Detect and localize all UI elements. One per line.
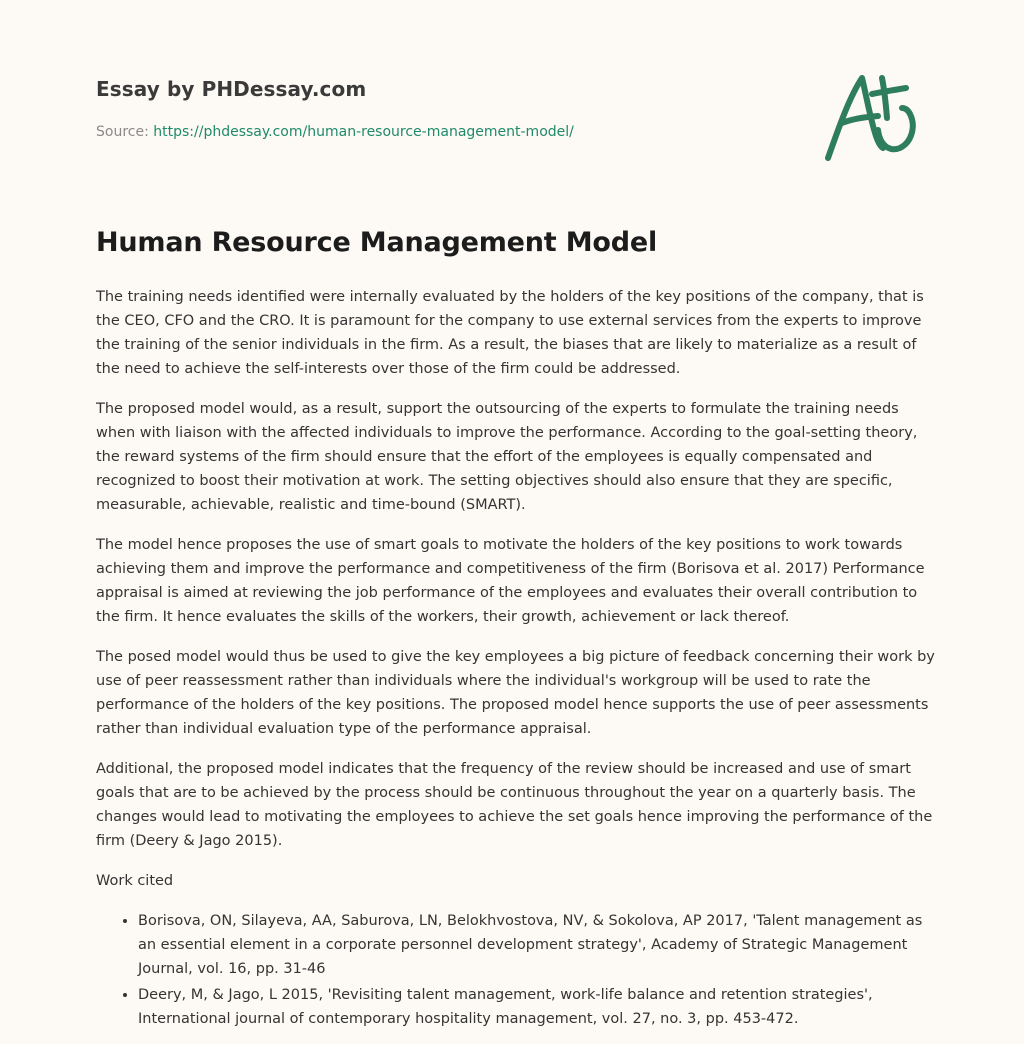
essay-paragraph: The proposed model would, as a result, support the outsourcing of the experts to formulate the training needs when with liaison with the affected individuals to improve the performance. According to the goal-setting theory, the reward systems of the firm should ensure that the effort of the employees is equally compensated and recognized to boost their motivation at work. The setting objectives should also ensure that they are specific, measurable, achievable, realistic and time-bound (SMART). [96,401,918,513]
essay-paragraph: The model hence proposes the use of smart goals to motivate the holders of the key positions to work towards achieving them and improve the performance and competitiveness of the firm (Borisova et al. 2017) Performance appraisal is aimed at reviewing the job performance of the employees and evaluates their overall contribution to the firm. It hence evaluates the skills of the workers, their growth, achievement or lack thereof. [96,537,925,625]
source-label: Source: [96,124,154,140]
essay-body [96,285,936,1033]
essay-title: Human Resource Management Model [96,227,658,258]
citation-item: • Borisova, ON, Silayeva, AA, Saburova, LN, Belokhvostova, NV, & Sokolova, AP 2017, 'Talent management as an essential element in a corporate personnel development strategy', Academy of Strategic Management Journal, vol. 16, pp. 31-46 [138,909,936,981]
essay-paragraph: The training needs identified were internally evaluated by the holders of the key positions of the company, that is the CEO, CFO and the CRO. It is paramount for the company to use external services from the experts to improve the training of the senior individuals in the firm. As a result, the biases that are likely to materialize as a result of the need to achieve the self-interests over those of the firm could be addressed. [96,289,924,377]
a-plus-logo-icon [818,66,930,166]
citation-list [96,909,936,1031]
source-link[interactable]: https://phdessay.com/human-resource-management-model/ [153,124,574,140]
site-title: Essay by PHDessay.com [96,77,367,101]
essay-paragraph: Additional, the proposed model indicates that the frequency of the review should be increased and use of smart goals that are to be achieved by the process should be continuous throughout the year on a quarterly basis. The changes would lead to motivating the employees to achieve the set goals hence improving the performance of the firm (Deery & Jago 2015). [96,761,933,849]
source-line [96,124,574,140]
essay-paragraph: The posed model would thus be used to give the key employees a big picture of feedback concerning their work by use of peer reassessment rather than individuals where the individual's workgroup will be used to rate the performance of the holders of the key positions. The proposed model hence supports the use of peer assessments rather than individual evaluation type of the performance appraisal. [96,649,935,737]
works-cited-heading: Work cited [96,873,174,889]
citation-item: • Deery, M, & Jago, L 2015, 'Revisiting talent management, work-life balance and retention strategies', International journal of contemporary hospitality management, vol. 27, no. 3, pp. 453-472. [138,983,936,1031]
